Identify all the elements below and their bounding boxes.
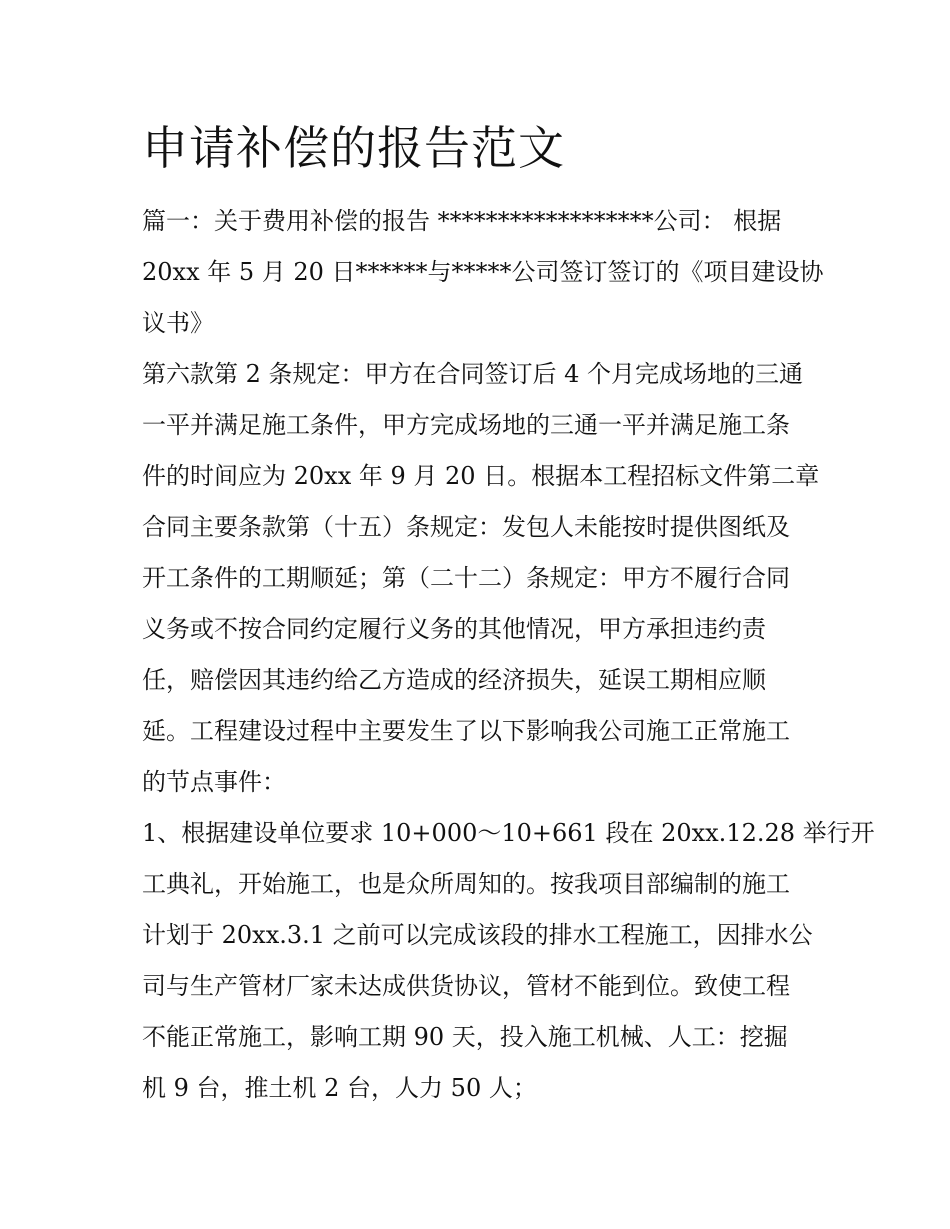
paragraph-line: 义务或不按合同约定履行义务的其他情况，甲方承担违约责 <box>142 615 766 643</box>
paragraph-line: 件的时间应为 20xx 年 9 月 20 日。根据本工程招标文件第二章 <box>142 462 820 490</box>
document-title: 申请补偿的报告范文 <box>142 121 565 175</box>
paragraph-line: 机 9 台，推土机 2 台，人力 50 人； <box>142 1074 537 1102</box>
paragraph-line: 20xx 年 5 月 20 日******与*****公司签订签订的《项目建设协 <box>142 258 824 286</box>
paragraph-line: 任，赔偿因其违约给乙方造成的经济损失，延误工期相应顺 <box>142 666 766 694</box>
paragraph-line: 的节点事件： <box>142 768 286 796</box>
paragraph-line: 第六款第 2 条规定：甲方在合同签订后 4 个月完成场地的三通 <box>142 360 804 388</box>
paragraph-line: 篇一：关于费用补偿的报告 ******************公司： 根据 <box>142 207 782 235</box>
paragraph-line: 开工条件的工期顺延；第（二十二）条规定：甲方不履行合同 <box>142 564 790 592</box>
paragraph-line: 1、根据建设单位要求 10+000～10+661 段在 20xx.12.28 举行开 <box>142 819 875 847</box>
paragraph-line: 一平并满足施工条件，甲方完成场地的三通一平并满足施工条 <box>142 411 790 439</box>
paragraph-line: 延。工程建设过程中主要发生了以下影响我公司施工正常施工 <box>142 717 790 745</box>
paragraph-line: 计划于 20xx.3.1 之前可以完成该段的排水工程施工，因排水公 <box>142 921 813 949</box>
paragraph-line: 议书》 <box>142 309 214 337</box>
paragraph-line: 合同主要条款第（十五）条规定：发包人未能按时提供图纸及 <box>142 513 790 541</box>
paragraph-line: 工典礼，开始施工，也是众所周知的。按我项目部编制的施工 <box>142 870 790 898</box>
paragraph-line: 司与生产管材厂家未达成供货协议，管材不能到位。致使工程 <box>142 972 790 1000</box>
paragraph-line: 不能正常施工，影响工期 90 天，投入施工机械、人工：挖掘 <box>142 1023 788 1051</box>
